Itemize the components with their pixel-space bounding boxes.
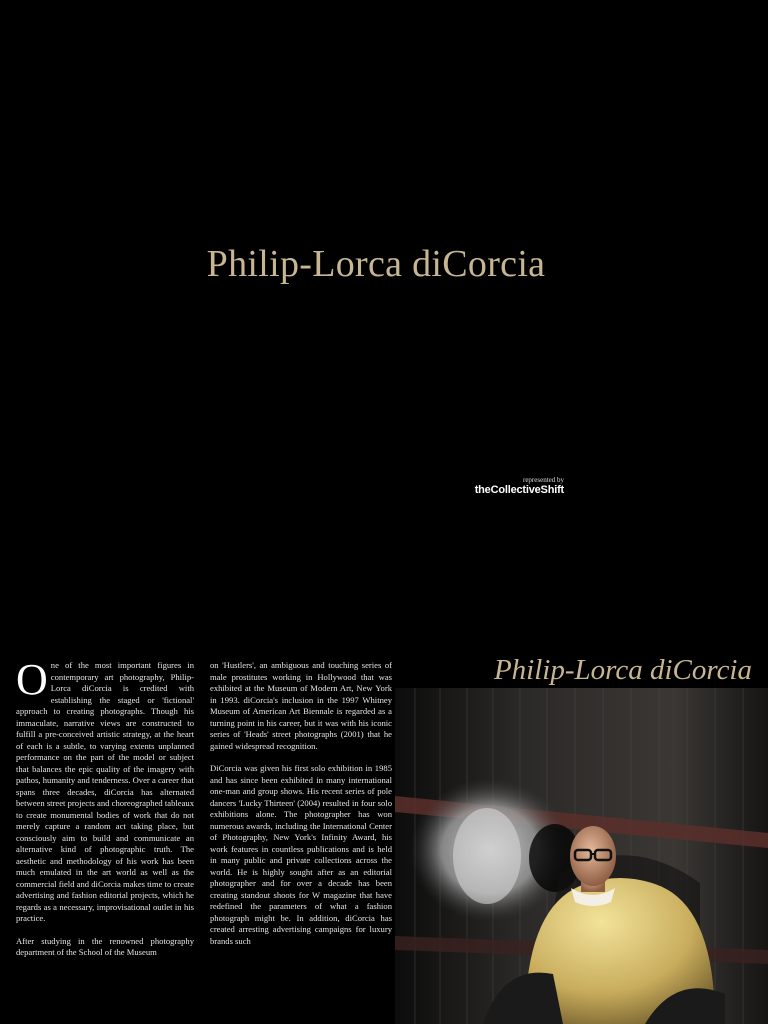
bio-paragraph: After studying in the renowned photography department of the School of the Museum — [16, 935, 194, 957]
bio-paragraph-text: ne of the most important figures in contemporary art photography, Philip-Lorca diCorcia is credited with establishing the staged or 'fictional' approach to creating photographs. Though his immaculate, narrative views are constructed to fulfill a pre-conceived artistic strategy, at the heart of each is a subtle, to varying extents unplanned performance on the part of the model or subject that balances the epic quality of the imagery with pathos, humanity and tenderness. Over a career that spans three decades, diCorcia has alternated between street projects and choreographed tableaux to create monumental bodies of work that do not merely capture a random act taking place, but consciously aim to build and communicate an alternative kind of photographic truth. The aesthetic and methodology of his work has been much emulated in the art world as well as the commercial field and diCorcia makes time to create advertising and fashion editorial projects, which he regards as a necessary, improvisational outlet in his practice. — [16, 660, 194, 923]
bio-paragraph: DiCorcia was given his first solo exhibition in 1985 and has since been exhibited in many international one-man and group shows. His recent series of pole dancers 'Lucky Thirteen' (2004) resulted in four solo exhibitions alone. The photographer has won numerous awards, including the International Center of Photography, New York's Infinity Award, his work features in countless publications and is held in many public and private collections across the world. He is highly sought after as an editorial photographer and for over a decade has been creating standout shoots for W magazine that have redefined the parameters of what a fashion photograph might be. In addition, diCorcia has created arresting advertising campaigns for luxury brands such — [210, 763, 392, 946]
representation-credit — [460, 476, 564, 496]
drop-cap: O — [16, 655, 48, 704]
agency-logo: theCollectiveShift — [474, 484, 564, 496]
bio-paragraph — [16, 655, 194, 925]
portrait-photo — [395, 688, 768, 1024]
bio-spread — [0, 648, 768, 1024]
cover-title: Philip-Lorca diCorcia — [206, 243, 546, 285]
spread-title: Philip-Lorca diCorcia — [493, 654, 752, 686]
bio-column-2 — [210, 660, 392, 958]
bio-column-1 — [16, 655, 194, 970]
bio-paragraph: on 'Hustlers', an ambiguous and touching series of male prostitutes working in Hollywood that was exhibited at the Museum of Modern Art, New York in 1993. diCorcia's inclusion in the 1997 Whitney Museum of American Art Biennale is regarded as a turning point in his career, but it was with his iconic series of 'Heads' street photographs (2001) that he gained widespread recognition. — [210, 660, 392, 751]
represented-by-label: represented by — [522, 476, 564, 484]
